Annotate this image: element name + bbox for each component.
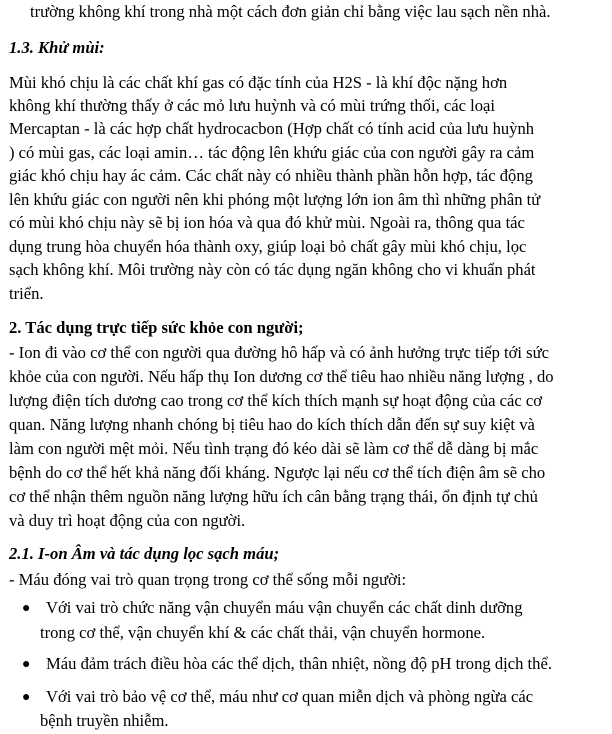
paragraph-line: Mercaptan - là các hợp chất hydrocacbon (Hợp chất có tính acid của lưu huỳnh [9,119,535,138]
paragraph-line: có mùi khó chịu này sẽ bị ion hóa và qua đó khử mùi. Ngoài ra, thông qua tác [9,213,525,232]
paragraph-line: ) có mùi gas, các loại amin… tác động lên khứu giác của con người gây ra cảm [9,143,535,162]
paragraph-line: bệnh do cơ thể hết khả năng đối kháng. Ngược lại nếu cơ thể tích điện âm sẽ cho [9,463,546,482]
paragraph-line: lên khứu giác con người nên khi phóng một lượng lớn ion âm thì những phân tử [9,190,541,209]
section-heading-2-1: 2.1. I-on Âm và tác dụng lọc sạch máu; [9,544,280,563]
paragraph-line: triển. [9,284,44,303]
paragraph-line: làm con người mệt mỏi. Nếu tình trạng đó kéo dài sẽ làm cơ thể dễ dàng bị mắc [9,439,539,458]
paragraph-line: quan. Năng lượng nhanh chóng bị tiêu hao do kích thích dẫn đến sự suy kiệt và [9,415,535,434]
paragraph-line: - Máu đóng vai trò quan trọng trong cơ thể sống mỗi người: [9,570,407,589]
bullet-icon: ● [22,690,31,705]
bullet-item-line: Với vai trò bảo vệ cơ thể, máu như cơ quan miễn dịch và phòng ngừa các [46,687,534,706]
intro-line: trường không khí trong nhà một cách đơn giản chỉ bằng việc lau sạch nền nhà. [30,2,551,21]
bullet-item-line: Máu đảm trách điều hòa các thể dịch, thân nhiệt, nồng độ pH trong dịch thể. [46,654,552,673]
paragraph-line: không khí thường thấy ở các mỏ lưu huỳnh và có mùi trứng thối, các loại [9,96,496,115]
bullet-item-line: trong cơ thể, vận chuyển khí & các chất thải, vận chuyển hormone. [40,623,486,642]
section-heading-2: 2. Tác dụng trực tiếp sức khỏe con người; [9,318,304,337]
paragraph-line: giác khó chịu hay ác cảm. Các chất này có nhiều thành phần hỗn hợp, tác động [9,166,533,185]
paragraph-line: - Ion đi vào cơ thể con người qua đường hô hấp và có ảnh hưởng trực tiếp tới sức [9,343,549,362]
paragraph-line: cơ thể nhận thêm nguồn năng lượng hữu ích cân bằng trạng thái, ổn định tự chủ [9,487,538,506]
paragraph-line: và duy trì hoạt động của con người. [9,511,246,530]
paragraph-line: khỏe của con người. Nếu hấp thụ Ion dương cơ thể tiêu hao nhiều năng lượng , do [9,367,554,386]
bullet-icon: ● [22,657,31,672]
bullet-icon: ● [22,601,31,616]
paragraph-line: lượng điện tích dương cao trong cơ thể kích thích mạnh sự hoạt động của các cơ [9,391,543,410]
section-heading-1-3: 1.3. Khử mùi: [9,38,105,57]
paragraph-line: dụng trung hòa chuyển hóa thành oxy, giúp loại bỏ chất gây mùi khó chịu, lọc [9,237,527,256]
paragraph-line: Mùi khó chịu là các chất khí gas có đặc tính của H2S - là khí độc nặng hơn [9,73,508,92]
bullet-item-line: Với vai trò chức năng vận chuyển máu vận chuyển các chất dinh dưỡng [46,598,523,617]
bullet-item-line: bệnh truyền nhiễm. [40,711,169,730]
paragraph-line: sạch không khí. Môi trường này còn có tác dụng ngăn không cho vi khuẩn phát [9,260,536,279]
